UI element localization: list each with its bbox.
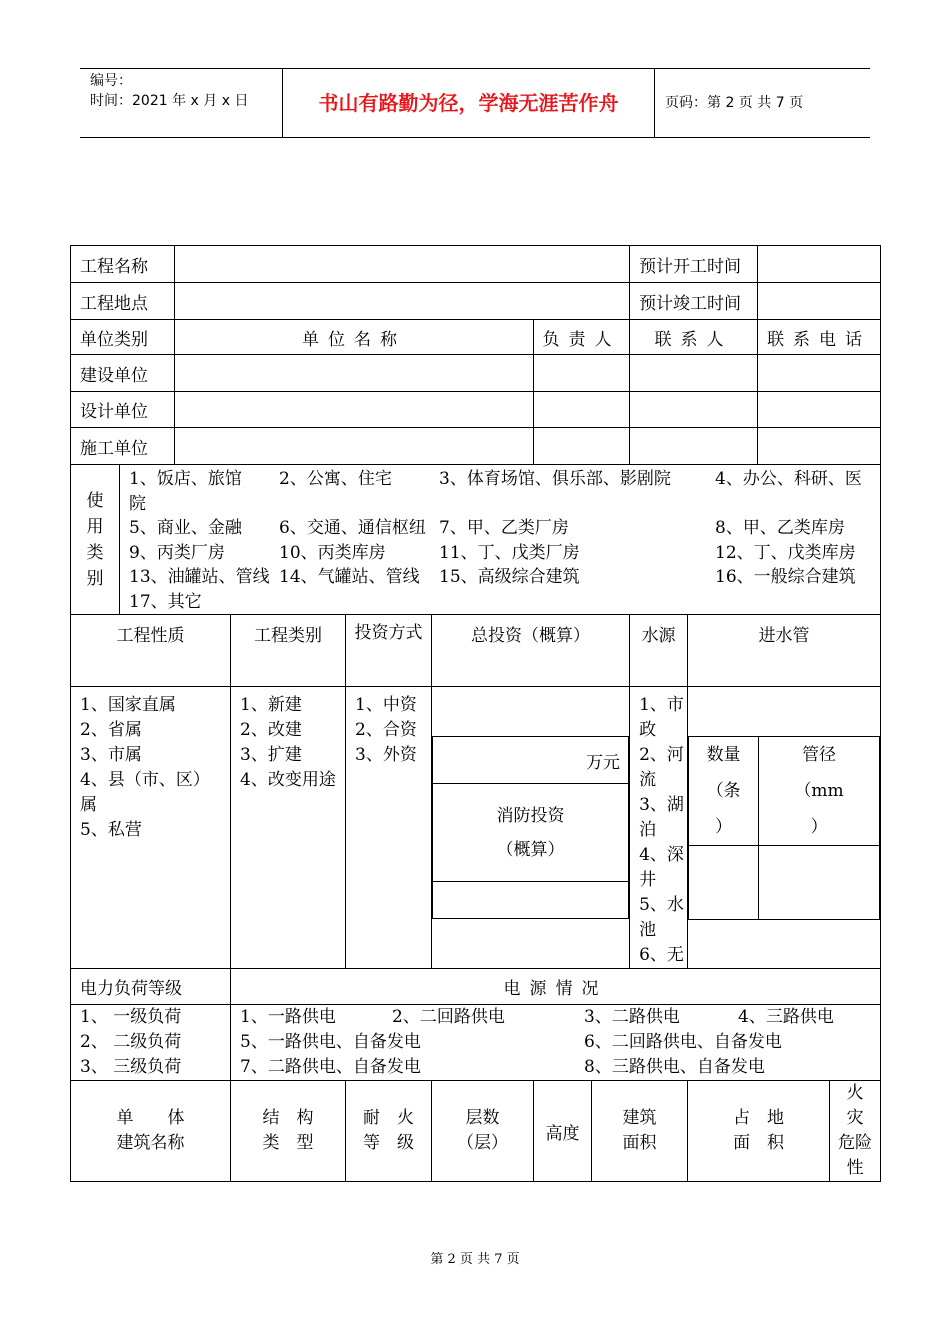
water-source-options: 1、市政 2、河流 3、湖泊 4、深井 5、水池 6、无 [630,687,688,969]
expected-start-label: 预计开工时间 [630,246,758,283]
project-nature-header: 工程性质 [71,615,231,687]
floors-header: 层数 （层） [432,1081,534,1182]
land-area-header: 占 地 面 积 [688,1081,830,1182]
construction-unit-label: 建设单位 [71,355,175,392]
builder-unit-name[interactable] [175,428,534,465]
registration-form [70,245,881,1182]
building-name-header: 单 体 建筑名称 [71,1081,231,1182]
use-category-options [120,465,881,615]
total-investment-header: 总投资（概算） [432,615,630,687]
load-grade-options: 1、 一级负荷 2、 二级负荷 3、 三级负荷 [71,1005,231,1081]
project-location-label: 工程地点 [71,283,175,320]
water-source-header: 水源 [630,615,688,687]
builder-unit-contact[interactable] [630,428,758,465]
expected-completion-field[interactable] [758,283,881,320]
expected-start-field[interactable] [758,246,881,283]
use-row: 5、商业、金融 6、交通、通信枢纽 7、甲、乙类厂房 8、甲、乙类库房 [129,518,845,538]
project-nature-options: 1、国家直属 2、省属 3、市属 4、县（市、区） 属 5、私营 [71,687,231,969]
header-left [80,69,282,137]
investment-values [432,687,630,969]
design-unit-name[interactable] [175,392,534,428]
power-source-header: 电源情况 [231,969,881,1005]
height-header: 高度 [534,1081,592,1182]
builder-unit-phone[interactable] [758,428,881,465]
inlet-pipe-header: 进水管 [688,615,881,687]
investment-mode-options: 1、中资 2、合资 3、外资 [346,687,432,969]
quantity-field[interactable] [689,845,759,919]
diameter-label: 管径 （mm ） [759,736,880,845]
fire-risk-header: 火 灾 危险性 [830,1081,881,1182]
inlet-pipe-values [688,687,881,969]
power-load-grade-header: 电力负荷等级 [71,969,231,1005]
project-location-field[interactable] [175,283,630,320]
person-in-charge-header: 负责人 [534,320,630,355]
project-name-label: 工程名称 [71,246,175,283]
structure-type-header: 结 构 类 型 [231,1081,346,1182]
page-header [80,68,870,138]
design-unit-contact[interactable] [630,392,758,428]
use-category-label: 使 用 类 别 [71,465,120,615]
contact-phone-header: 联系电话 [758,320,881,355]
use-row: 9、丙类厂房 10、丙类库房 11、丁、戊类厂房 12、丁、戊类库房 [129,542,856,563]
use-row: 1、饭店、旅馆 2、公寓、住宅 3、体育场馆、俱乐部、影剧院 4、办公、科研、医 [129,469,862,489]
use-row: 院 [129,493,146,514]
use-row: 13、油罐站、管线 14、气罐站、管线 15、高级综合建筑 16、一般综合建筑 [129,567,856,587]
design-unit-person[interactable] [534,392,630,428]
fire-investment-field[interactable] [433,882,629,919]
construction-unit-person[interactable] [534,355,630,392]
builder-unit-person[interactable] [534,428,630,465]
building-area-header: 建筑 面积 [592,1081,688,1182]
quantity-label: 数量 （条 ） [689,736,759,845]
construction-unit-phone[interactable] [758,355,881,392]
time-label: 时间：2021 年 x 月 x 日 [90,93,249,109]
wan-yuan-label: 万元 [433,737,629,784]
page-footer: 第 2 页 共 7 页 [430,1252,520,1267]
construction-unit-contact[interactable] [630,355,758,392]
project-type-header: 工程类别 [231,615,346,687]
use-row: 17、其它 [129,591,202,612]
project-name-field[interactable] [175,246,630,283]
builder-unit-label: 施工单位 [71,428,175,465]
fire-resistance-header: 耐 火 等 级 [346,1081,432,1182]
page-label: 页码：第 2 页 共 7 页 [665,95,804,111]
motto: 书山有路勤为径，学海无涯苦作舟 [282,69,655,137]
investment-mode-header: 投资方式 [346,615,432,687]
power-source-options: 1、一路供电 2、二回路供电 3、二路供电 4、三路供电 5、一路供电、自备发电 6、二回路供电、自备发电 7、二路供电、自备发电 8、三路供电、自备发电 [231,1005,881,1081]
design-unit-label: 设计单位 [71,392,175,428]
fire-investment-label: 消防投资 （概算） [433,784,629,882]
unit-name-header: 单位名称 [175,320,534,355]
design-unit-phone[interactable] [758,392,881,428]
expected-completion-label: 预计竣工时间 [630,283,758,320]
contact-person-header: 联系人 [630,320,758,355]
project-type-options: 1、新建 2、改建 3、扩建 4、改变用途 [231,687,346,969]
construction-unit-name[interactable] [175,355,534,392]
unit-category-header: 单位类别 [71,320,175,355]
number-label: 编号： [90,73,132,89]
diameter-field[interactable] [759,845,880,919]
